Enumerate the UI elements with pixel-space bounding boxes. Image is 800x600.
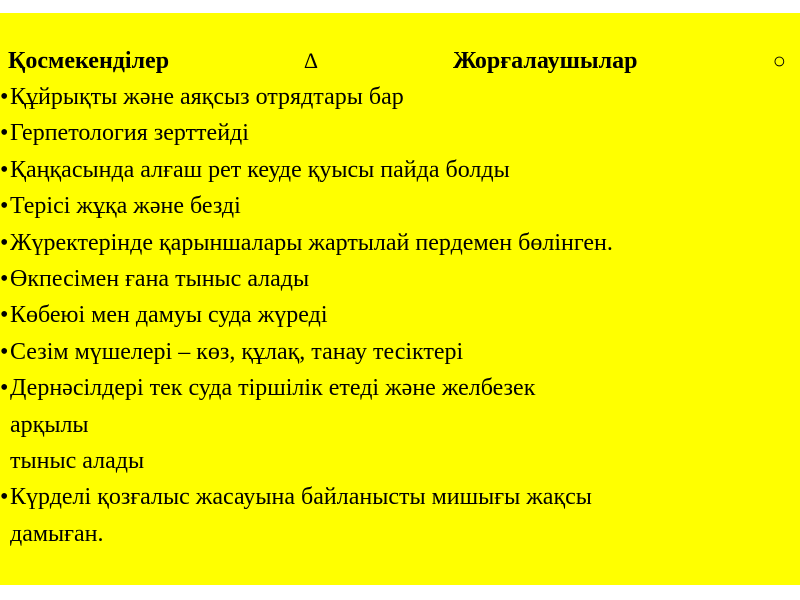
list-item [0,370,792,479]
header-amphibians: Қосмекенділер [8,47,170,74]
bullet-icon: • [0,302,9,329]
header-reptiles: Жорғалаушылар [452,47,638,74]
bullet-icon: • [0,266,9,293]
list-item [0,115,792,151]
slide [0,13,800,585]
bullet-icon: • [0,229,9,256]
slide-header [8,43,786,79]
bullet-icon: • [0,338,9,365]
list-item-text: Өкпесімен ғана тыныс алады [10,266,310,293]
list-item-text: Сезім мүшелері – көз, құлақ, танау тесіктері [10,338,464,365]
bullet-icon: • [0,156,9,183]
list-item [0,188,792,224]
bullet-icon: • [0,120,9,147]
list-item-text: Жүректерінде қарыншалары жартылай пердемен бөлінген. [10,229,613,256]
list-item [0,79,792,115]
list-item [0,225,792,261]
statement-list [0,79,792,552]
bullet-icon: • [0,375,9,402]
list-item [0,152,792,188]
list-item-text: Герпетология зерттейді [10,120,249,147]
circle-symbol: ○ [772,48,786,73]
bullet-icon: • [0,193,9,220]
list-item [0,479,792,552]
list-item-text: Күрделі қозғалыс жасауына байланысты мишығы жақсы дамыған. [10,484,592,547]
list-item-text: Құйрықты және аяқсыз отрядтары бар [10,84,404,110]
list-item [0,261,792,297]
bullet-icon: • [0,84,9,110]
triangle-symbol: ∆ [304,48,318,73]
list-item [0,297,792,333]
list-item [0,334,792,370]
list-item-text: Терісі жұқа және безді [10,193,241,220]
list-item-text: Қаңқасында алғаш рет кеуде қуысы пайда болды [10,156,510,183]
list-item-text: Дернәсілдері тек суда тіршілік етеді және желбезек арқылы тыныс алады [10,375,536,475]
bullet-icon: • [0,484,9,511]
list-item-text: Көбеюі мен дамуы суда жүреді [10,302,328,329]
